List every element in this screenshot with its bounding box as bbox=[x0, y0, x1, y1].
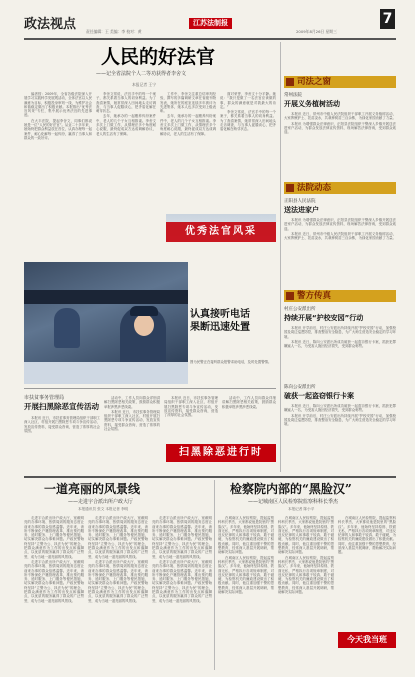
date-line: 2009年8月26日 星期三 bbox=[296, 29, 337, 34]
sec3-text bbox=[284, 326, 396, 374]
story-title: 人民的好法官 bbox=[100, 46, 215, 68]
intro-text bbox=[24, 92, 92, 242]
sec2-kicker: 正阳县人民法院 bbox=[284, 199, 316, 204]
section-title: 政法视点 bbox=[24, 17, 77, 32]
body-paragraph: 在城南区人民检察院，提起监察科科长季杰，大家都说他是院里的“黑脸汉”。多年来，他始终坚持原则、铁面无私，严格执行各项规章制度，对违反纪律的人和事敢于较真、敢于碰硬，为检察机关的廉政建设做出了积极贡献。同时，他注重加强干警的思想教育，经常深入基层开展调研，帮助解决实际问题。 bbox=[218, 555, 274, 595]
keyboard-desk bbox=[24, 362, 188, 384]
sec4-title: 破获一起盗窃银行卡案 bbox=[284, 392, 354, 400]
section-label: 司法之窗 bbox=[297, 77, 332, 87]
police-story bbox=[190, 308, 276, 358]
banner-anti-gang: 扫黑除恶进行时 bbox=[166, 444, 276, 462]
column-divider bbox=[280, 42, 281, 472]
body-paragraph: 走进宇合派出所户政大厅，宽敞明亮的办事环境、热情周到的服务态度让前来办事的群众倍感温馨。近年来，该所不断深化户籍管理改革，推出预约服务、延时服务、上门服务等便民措施，切实解决群众办事难问题。户政民警始终坚持“立警为公、执法为民”的理念，把群众满意作为工作的出发点和落脚点，以优质的服务赢得了群众的广泛赞誉，成为当地一道亮丽的风景线。 bbox=[152, 516, 212, 559]
section-marker-icon bbox=[286, 78, 294, 86]
body-column-2 bbox=[96, 92, 156, 252]
sec1-title: 开展义务植树活动 bbox=[284, 100, 340, 108]
bottom-left-story bbox=[24, 480, 212, 670]
operator-figure bbox=[54, 308, 80, 348]
body-paragraph: 在大丰法院，提起李舍文，同事们都说她是一位“人民的好法官”。从业二十多年来，她始终把群众利益放在首位，认真办理每一起案件，耐心化解每一起纠纷，赢得了当事人和群众的一致好评。 bbox=[24, 118, 92, 140]
anti-gang-title: 开展扫黑除恶宣传活动 bbox=[24, 402, 99, 411]
header-rule bbox=[24, 38, 396, 40]
police-call-center-photo bbox=[24, 262, 188, 384]
intro-paragraph: 编者按：2009年，全省各级法院深入开展学习实践科学发展观活动，全体法官以人民满意为目标，积极投身审判一线，为维护社会和谐稳定做出了积极贡献。本报推出“优秀法官风采”专栏，集中展示优秀法官的先进事迹。 bbox=[24, 92, 92, 118]
bottom-left-title: 一道亮丽的风景线 bbox=[44, 482, 141, 496]
bottom-left-col1 bbox=[24, 516, 84, 666]
police-title-line2: 果断迅速处置 bbox=[190, 322, 250, 333]
body-paragraph: 走进宇合派出所户政大厅，宽敞明亮的办事环境、热情周到的服务态度让前来办事的群众倍感温馨。近年来，该所不断深化户籍管理改革，推出预约服务、延时服务、上门服务等便民措施，切实解决群众办事难问题。户政民警始终坚持“立警为公、执法为民”的理念，把群众满意作为工作的出发点和落脚点，以优质的服务赢得了群众的广泛赞誉，成为当地一道亮丽的风景线。 bbox=[24, 516, 84, 559]
body-paragraph: 本报讯 为增强群众法律意识，正阳县法院组织干警深入乡镇开展送法进家户活动，为群众发放法律宣传资料，现场解答法律咨询，受到群众欢迎。 bbox=[284, 218, 396, 231]
bottom-right-story bbox=[218, 480, 396, 672]
anti-gang-text-3 bbox=[164, 396, 218, 440]
bottom-left-subtitle: ——走进宇合派出所户政大厅 bbox=[68, 499, 134, 505]
body-paragraph: 去年，她承办的一起赡养纠纷案件中，老人的几个子女互相推诿。李舍文多次上门做工作，从情理法多个角度耐心说服，最终促成双方达成调解协议，老人的生活有了保障。 bbox=[96, 114, 156, 136]
sec4-kicker: 陈向公安派出所 bbox=[284, 385, 316, 390]
sec2-title: 送法进家户 bbox=[284, 206, 319, 214]
bottom-right-col1 bbox=[218, 516, 274, 666]
body-paragraph: 活动中，工作人员向群众详细讲解扫黑除恶相关政策，鼓励群众积极举报涉黑涉恶线索。 bbox=[222, 396, 276, 409]
sec1-text bbox=[284, 112, 396, 174]
bottom-column-divider bbox=[214, 480, 215, 670]
anti-gang-text-2 bbox=[104, 396, 160, 458]
sec3-title: 持续开展“护校安园”行动 bbox=[284, 314, 364, 322]
banner-excellent-judge: 优秀法官风采 bbox=[166, 222, 276, 242]
bottom-left-col3 bbox=[152, 516, 212, 666]
body-paragraph: 本报讯 开学前后，村庄公安派出所持续开展“护校安园”行动，加强校园及周边巡逻防控，排查整治安全隐患，为广大师生营造安全稳定的学习环境。 bbox=[284, 326, 396, 339]
body-paragraph: 本报讯 近日，市扶贫事务管理局组织干部职工深入社区、村组开展扫黑除恶专项斗争宣传活动，发放宣传资料，接受群众咨询，营造了浓厚的社会氛围。 bbox=[164, 396, 218, 418]
section-bar-police-news bbox=[284, 290, 396, 302]
body-paragraph: 本报讯 近日，常州市中级人民法院组织干部职工开展义务植树活动，大家挥锹铲土、扶苗浇水，共栽种树苗三百余株，为绿化家园贡献了力量。 bbox=[284, 231, 396, 241]
body-paragraph: 本报讯 近日，陈向公安派出所成功破获一起盗窃银行卡案，抓获犯罪嫌疑人一名，为受害人挽回经济损失，受到群众称赞。 bbox=[284, 404, 396, 413]
story-byline: 本报记者 王宁 bbox=[132, 82, 156, 87]
section-bar-court-news bbox=[284, 182, 396, 194]
banner-on-duty: 今天我当班 bbox=[338, 632, 396, 648]
body-paragraph: 李舍文常说，法官手中的每一个案子，都关系着当事人的切身利益。为了查清案情，她常常深入田间地头走访调查，与当事人促膝谈心，把矛盾化解在萌芽状态。 bbox=[96, 92, 156, 114]
sec1-kicker: 常州法院 bbox=[284, 93, 302, 98]
bottom-divider bbox=[24, 476, 396, 478]
sec4-text bbox=[284, 404, 396, 470]
body-paragraph: 本报讯 为增强群众法律意识，正阳县法院组织干警深入乡镇开展送法进家户活动，为群众发放法律宣传资料，现场解答法律咨询，受到群众欢迎。 bbox=[284, 121, 396, 135]
anti-gang-kicker: 市扶贫事务管理局 bbox=[24, 395, 65, 401]
bottom-right-title: 检察院内部的“黑脸汉” bbox=[230, 482, 352, 496]
body-paragraph: 走进宇合派出所户政大厅，宽敞明亮的办事环境、热情周到的服务态度让前来办事的群众倍感温馨。近年来，该所不断深化户籍管理改革，推出预约服务、延时服务、上门服务等便民措施，切实解决群众办事难问题。户政民警始终坚持“立警为公、执法为民”的理念，把群众满意作为工作的出发点和落脚点，以优质的服务赢得了群众的广泛赞誉，成为当地一道亮丽的风景线。 bbox=[88, 559, 148, 603]
anti-gang-text-1 bbox=[24, 416, 100, 462]
body-paragraph: 走进宇合派出所户政大厅，宽敞明亮的办事环境、热情周到的服务态度让前来办事的群众倍感温馨。近年来，该所不断深化户籍管理改革，推出预约服务、延时服务、上门服务等便民措施，切实解决群众办事难问题。户政民警始终坚持“立警为公、执法为民”的理念，把群众满意作为工作的出发点和落脚点，以优质的服务赢得了群众的广泛赞誉，成为当地一道亮丽的风景线。 bbox=[152, 559, 212, 603]
right-column bbox=[284, 44, 396, 474]
bottom-right-col2 bbox=[278, 516, 334, 666]
main-story bbox=[24, 42, 276, 260]
section-bar-judicial-window bbox=[284, 76, 396, 88]
bottom-left-col2 bbox=[88, 516, 148, 666]
body-paragraph: 本报讯 近日，市扶贫事务管理局组织干部职工深入社区、村组开展扫黑除恶专项斗争宣传活动，发放宣传资料，接受群众咨询，营造了浓厚的社会氛围。 bbox=[24, 416, 100, 433]
section-marker-icon bbox=[286, 184, 294, 192]
masthead-logo: 江苏法制报 bbox=[189, 18, 232, 29]
body-paragraph: 走进宇合派出所户政大厅，宽敞明亮的办事环境、热情周到的服务态度让前来办事的群众倍感温馨。近年来，该所不断深化户籍管理改革，推出预约服务、延时服务、上门服务等便民措施，切实解决群众办事难问题。户政民警始终坚持“立警为公、执法为民”的理念，把群众满意作为工作的出发点和落脚点，以优质的服务赢得了群众的广泛赞誉，成为当地一道亮丽的风景线。 bbox=[24, 559, 84, 603]
section-label: 法院动态 bbox=[297, 183, 332, 193]
police-title-line1: 认真接听电话 bbox=[190, 309, 250, 320]
bottom-right-subtitle: ——记城南区人民检察院监察科科长季杰 bbox=[248, 499, 339, 505]
body-paragraph: 在城南区人民检察院，提起监察科科长季杰，大家都说他是院里的“黑脸汉”。多年来，他始终坚持原则、铁面无私，严格执行各项规章制度，对违反纪律的人和事敢于较真、敢于碰硬，为检察机关的廉政建设做出了积极贡献。同时，他注重加强干警的思想教育，经常深入基层开展调研，帮助解决实际问题。 bbox=[218, 516, 274, 555]
anti-gang-text-4 bbox=[222, 396, 276, 440]
section-label: 警方传真 bbox=[297, 291, 332, 301]
body-paragraph: 本报讯 近日，陈向公安派出所成功破获一起盗窃银行卡案，抓获犯罪嫌疑人一名，为受害人挽回经济损失，受到群众称赞。 bbox=[284, 339, 396, 349]
anti-gang-story bbox=[24, 390, 276, 472]
officer-cap bbox=[130, 306, 158, 316]
body-paragraph: 本报讯 近日，市扶贫事务管理局组织干部职工深入社区、村组开展扫黑除恶专项斗争宣传活动，发放宣传资料，接受群众咨询，营造了浓厚的社会氛围。 bbox=[104, 409, 160, 432]
photo-caption: 图为民警正在接听群众报警求助电话，及时处置警情。 bbox=[190, 360, 272, 364]
monitor-row bbox=[24, 290, 188, 304]
body-paragraph: 在城南区人民检察院，提起监察科科长季杰，大家都说他是院里的“黑脸汉”。多年来，他始终坚持原则、铁面无私，严格执行各项规章制度，对违反纪律的人和事敢于较真、敢于碰硬，为检察机关的廉政建设做出了积极贡献。同时，他注重加强干警的思想教育，经常深入基层开展调研，帮助解决实际问题。 bbox=[338, 516, 396, 555]
officer-face bbox=[134, 314, 154, 336]
body-paragraph: 活动中，工作人员向群众详细讲解扫黑除恶相关政策，鼓励群众积极举报涉黑涉恶线索。 bbox=[104, 396, 160, 409]
page-number: 7 bbox=[380, 9, 395, 29]
meta-line: 责任编辑：王 美编：李 校对：黄 bbox=[86, 29, 142, 34]
section-marker-icon bbox=[286, 292, 294, 300]
bottom-right-col3 bbox=[338, 516, 396, 626]
page-header bbox=[0, 0, 415, 40]
divider bbox=[24, 388, 276, 389]
sec3-kicker: 村庄公安派出所 bbox=[284, 307, 316, 312]
body-paragraph: 在城南区人民检察院，提起监察科科长季杰，大家都说他是院里的“黑脸汉”。多年来，他始终坚持原则、铁面无私，严格执行各项规章制度，对违反纪律的人和事敢于较真、敢于碰硬，为检察机关的廉政建设做出了积极贡献。同时，他注重加强干警的思想教育，经常深入基层开展调研，帮助解决实际问题。 bbox=[278, 516, 334, 555]
body-paragraph: 在城南区人民检察院，提起监察科科长季杰，大家都说他是院里的“黑脸汉”。多年来，他始终坚持原则、铁面无私，严格执行各项规章制度，对违反纪律的人和事敢于较真、敢于碰硬，为检察机关的廉政建设做出了积极贡献。同时，他注重加强干警的思想教育，经常深入基层开展调研，帮助解决实际问题。 bbox=[278, 555, 334, 595]
body-paragraph: 去年，她承办的一起赡养纠纷案件中，老人的几个子女互相推诿。李舍文多次上门做工作，从情理法多个角度耐心说服，最终促成双方达成调解协议，老人的生活有了保障。 bbox=[160, 114, 216, 136]
bottom-left-byline: 本报通讯员 张文 本报记者 李明 bbox=[78, 507, 129, 511]
sec2-text bbox=[284, 218, 396, 280]
body-paragraph: 本报讯 近日，常州市中级人民法院组织干部职工开展义务植树活动，大家挥锹铲土、扶苗浇水，共栽种树苗三百余株，为绿化家园贡献了力量。 bbox=[284, 112, 396, 121]
bottom-right-byline: 本报记者 陈小平 bbox=[288, 507, 315, 511]
story-subtitle: ——记全省法院个人二等功获得者李舍文 bbox=[96, 71, 187, 77]
body-paragraph: 本报讯 开学前后，村庄公安派出所持续开展“护校安园”行动，加强校园及周边巡逻防控，排查整治安全隐患，为广大师生营造安全稳定的学习环境。 bbox=[284, 413, 396, 427]
body-paragraph: 面对荣誉，李舍文十分平静。她说：“我只是做了一名法官应该做的事，群众的满意就是对我最大的肯定。” bbox=[220, 92, 276, 109]
body-paragraph: 走进宇合派出所户政大厅，宽敞明亮的办事环境、热情周到的服务态度让前来办事的群众倍感温馨。近年来，该所不断深化户籍管理改革，推出预约服务、延时服务、上门服务等便民措施，切实解决群众办事难问题。户政民警始终坚持“立警为公、执法为民”的理念，把群众满意作为工作的出发点和落脚点，以优质的服务赢得了群众的广泛赞誉，成为当地一道亮丽的风景线。 bbox=[88, 516, 148, 559]
body-paragraph: 工作中，李舍文注重总结审判经验，撰写的多篇调研文章在省级刊物发表，她所在的庭室连续多年被评为先进集体，她本人也多次受到上级表彰。 bbox=[160, 92, 216, 114]
body-paragraph: 李舍文常说，法官手中的每一个案子，都关系着当事人的切身利益。为了查清案情，她常常深入田间地头走访调查，与当事人促膝谈心，把矛盾化解在萌芽状态。 bbox=[220, 110, 276, 132]
